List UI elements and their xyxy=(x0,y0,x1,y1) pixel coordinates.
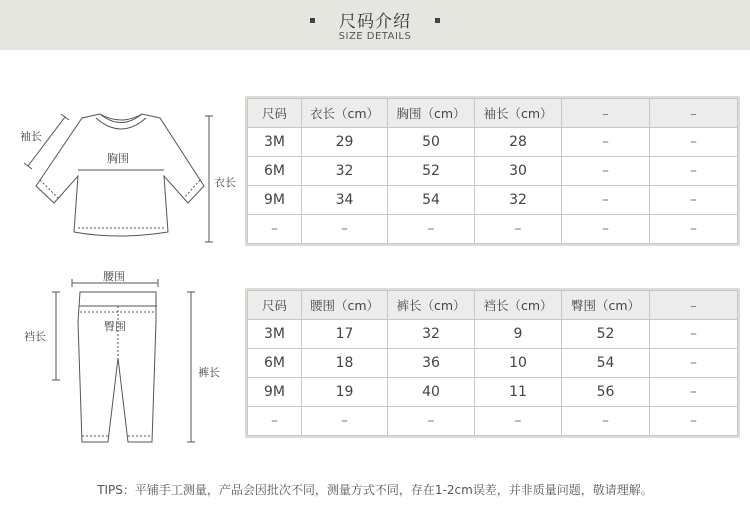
table-header-row xyxy=(248,99,738,128)
body-length-label: 衣长 xyxy=(214,176,236,189)
size-cell: 3M xyxy=(248,128,302,157)
value-cell: 10 xyxy=(475,349,562,378)
value-cell: – xyxy=(388,215,475,244)
page-title: 尺码介绍 xyxy=(0,7,750,32)
value-cell: – xyxy=(475,407,562,436)
value-cell: – xyxy=(562,186,650,215)
value-cell: – xyxy=(562,215,650,244)
pants-length-label: 裤长 xyxy=(198,366,220,379)
table-row xyxy=(248,349,738,378)
value-cell: – xyxy=(475,215,562,244)
header-cell: – xyxy=(650,291,738,320)
table-row xyxy=(248,186,738,215)
header-cell: – xyxy=(650,99,738,128)
value-cell: 32 xyxy=(475,186,562,215)
value-cell: – xyxy=(650,157,738,186)
size-cell: – xyxy=(248,215,302,244)
header-cell: – xyxy=(562,99,650,128)
value-cell: – xyxy=(562,157,650,186)
value-cell: 40 xyxy=(388,378,475,407)
value-cell: 19 xyxy=(302,378,388,407)
bottom-size-table xyxy=(245,288,740,438)
hip-label: 臀围 xyxy=(104,320,126,333)
value-cell: 11 xyxy=(475,378,562,407)
value-cell: 18 xyxy=(302,349,388,378)
value-cell: – xyxy=(562,407,650,436)
value-cell: 50 xyxy=(388,128,475,157)
table-row xyxy=(248,128,738,157)
header-cell: 尺码 xyxy=(248,99,302,128)
value-cell: – xyxy=(650,128,738,157)
value-cell: 9 xyxy=(475,320,562,349)
size-cell: – xyxy=(248,407,302,436)
table-row xyxy=(248,407,738,436)
value-cell: – xyxy=(650,378,738,407)
header-cell: 衣长（cm） xyxy=(302,99,388,128)
table-row xyxy=(248,320,738,349)
table-row xyxy=(248,215,738,244)
chest-label: 胸围 xyxy=(107,152,129,165)
header-cell: 袖长（cm） xyxy=(475,99,562,128)
value-cell: – xyxy=(388,407,475,436)
size-cell: 9M xyxy=(248,378,302,407)
size-cell: 9M xyxy=(248,186,302,215)
value-cell: – xyxy=(562,128,650,157)
value-cell: – xyxy=(302,215,388,244)
table-row xyxy=(248,378,738,407)
value-cell: – xyxy=(650,320,738,349)
table-header-row xyxy=(248,291,738,320)
value-cell: 32 xyxy=(302,157,388,186)
value-cell: 54 xyxy=(562,349,650,378)
value-cell: 28 xyxy=(475,128,562,157)
tips-note: TIPS：平铺手工测量，产品会因批次不同，测量方式不同，存在1-2cm误差，并非质量问题，敬请理解。 xyxy=(97,483,653,497)
value-cell: 30 xyxy=(475,157,562,186)
value-cell: 29 xyxy=(302,128,388,157)
size-cell: 6M xyxy=(248,157,302,186)
value-cell: 56 xyxy=(562,378,650,407)
crotch-length-label: 裆长 xyxy=(24,330,46,343)
table-row xyxy=(248,157,738,186)
waist-label: 腰围 xyxy=(103,270,125,283)
value-cell: – xyxy=(650,349,738,378)
value-cell: 52 xyxy=(562,320,650,349)
header-cell: 腰围（cm） xyxy=(302,291,388,320)
header-cell: 尺码 xyxy=(248,291,302,320)
header-cell: 胸围（cm） xyxy=(388,99,475,128)
value-cell: 32 xyxy=(388,320,475,349)
value-cell: 34 xyxy=(302,186,388,215)
size-cell: 6M xyxy=(248,349,302,378)
value-cell: 54 xyxy=(388,186,475,215)
value-cell: – xyxy=(650,186,738,215)
value-cell: – xyxy=(650,215,738,244)
value-cell: 52 xyxy=(388,157,475,186)
header-cell: 臀围（cm） xyxy=(562,291,650,320)
value-cell: 17 xyxy=(302,320,388,349)
value-cell: 36 xyxy=(388,349,475,378)
size-cell: 3M xyxy=(248,320,302,349)
top-size-table xyxy=(245,96,740,246)
page-subtitle: SIZE DETAILS xyxy=(338,31,412,42)
sleeve-length-label: 袖长 xyxy=(20,130,42,143)
header-cell: 裤长（cm） xyxy=(388,291,475,320)
header-cell: 裆长（cm） xyxy=(475,291,562,320)
value-cell: – xyxy=(302,407,388,436)
value-cell: – xyxy=(650,407,738,436)
